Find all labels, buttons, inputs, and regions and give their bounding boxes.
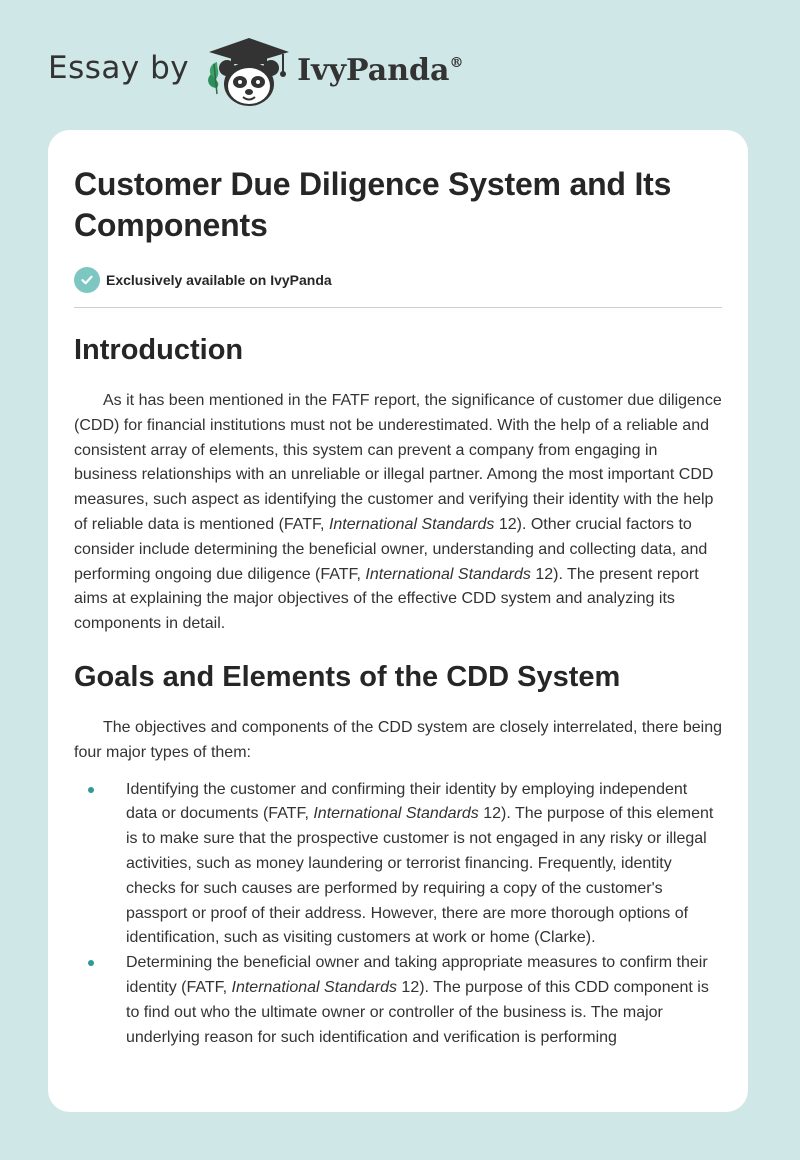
bullet-icon <box>88 787 94 793</box>
article-card <box>48 130 748 1112</box>
list-item: Determining the beneficial owner and taking appropriate measures to confirm their identity (FATF, International Standards 12). The purpose of this CDD component is to find out who the ultimate owner or controller of the business is. The major underlying reason for such identification and verification is performing <box>74 951 722 1050</box>
section-heading-goals: Goals and Elements of the CDD System <box>74 660 621 693</box>
divider <box>74 307 722 308</box>
brand-name: IvyPanda® <box>297 52 464 88</box>
exclusive-label: Exclusively available on IvyPanda <box>106 272 332 288</box>
goals-intro-paragraph: The objectives and components of the CDD system are closely interrelated, there being four major types of them: <box>74 718 722 761</box>
bullet-icon <box>88 960 94 966</box>
article-title: Customer Due Diligence System and Its Components <box>74 166 672 243</box>
panda-graduate-icon <box>203 34 295 110</box>
intro-paragraph: As it has been mentioned in the FATF report, the significance of customer due diligence (CDD) for financial institutions must not be underestimated. With the help of a reliable and consistent array of elements, this system can prevent a company from engaging in business relationships with an unreliable or illegal partner. Among the most important CDD measures, such aspect as identifying the customer and verifying their identity with the help of reliable data is mentioned (FATF, International Standards 12). Other crucial factors to consider include determining the beneficial owner, understanding and collecting data, and performing ongoing due diligence (FATF, International Standards 12). The present report aims at explaining the major objectives of the effective CDD system and analyzing its components in detail. <box>74 392 722 633</box>
brand-header <box>48 34 463 110</box>
brand-prefix: Essay by <box>48 50 190 86</box>
list-item: Identifying the customer and confirming their identity by employing independent data or documents (FATF, International Standards 12). The purpose of this element is to make sure that the prospective customer is not engaged in any risky or illegal activities, such as money laundering or terrorist financing. Frequently, identity checks for such causes are performed by requiring a copy of the customer's passport or proof of their address. However, there are more thorough options of identification, such as visiting customers at work or home (Clarke). <box>74 778 722 952</box>
section-heading-introduction: Introduction <box>74 334 244 366</box>
check-circle-icon <box>74 267 100 293</box>
goals-list <box>74 778 722 1051</box>
exclusive-badge <box>74 266 722 294</box>
